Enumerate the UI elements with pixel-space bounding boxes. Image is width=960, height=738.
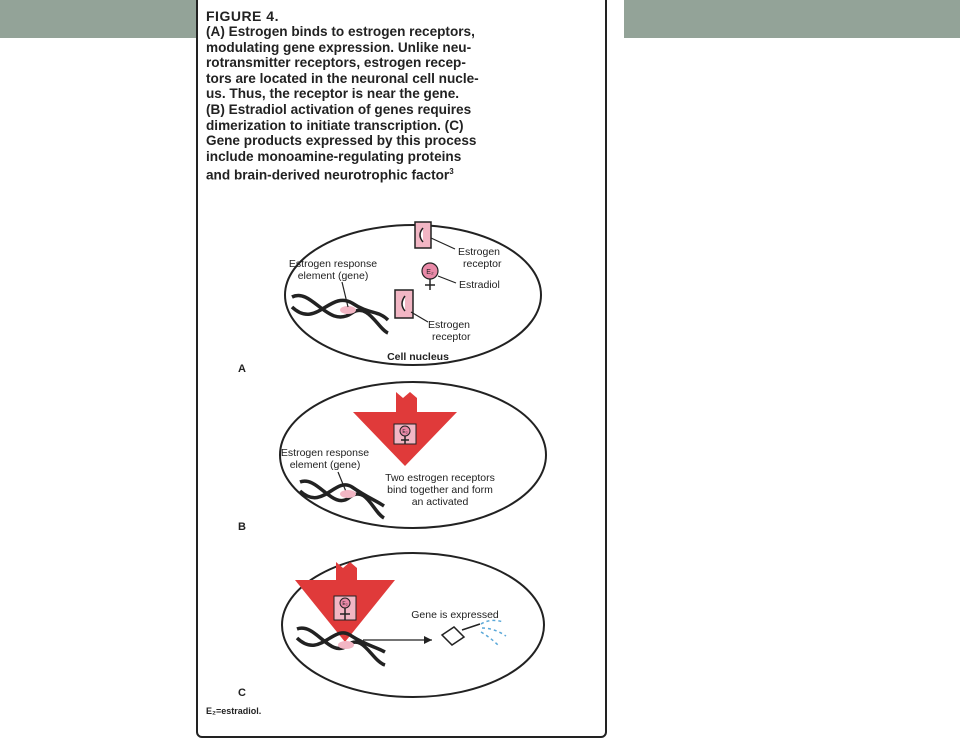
caption-line: tors are located in the neuronal cell nucle- xyxy=(206,70,479,86)
figure-title: FIGURE 4. xyxy=(206,8,279,24)
cell-nucleus-label: Cell nucleus xyxy=(387,351,449,363)
panel-letter-b: B xyxy=(238,521,246,533)
receptor-top-label-line1: Estrogen xyxy=(458,246,501,258)
estrogen-diagram xyxy=(196,0,606,720)
e2-symbol-b: E₂ xyxy=(402,429,408,435)
header-bar-left xyxy=(0,0,196,38)
cell-nucleus-c xyxy=(282,553,544,697)
ere-label-b-line2: element (gene) xyxy=(289,459,361,471)
dna-helix-a xyxy=(292,295,388,333)
caption-line: Gene products expressed by this process xyxy=(206,133,477,149)
panel-c xyxy=(238,553,544,699)
caption-line: modulating gene expression. Unlike neu- xyxy=(206,39,472,55)
panel-b xyxy=(238,382,546,533)
caption-line: include monoamine-regulating proteins xyxy=(206,148,462,164)
caption-line: dimerization to initiate transcription. (C) xyxy=(206,117,464,133)
caption-line: (B) Estradiol activation of genes requires xyxy=(206,101,472,117)
panel-a xyxy=(238,222,541,375)
dimer-label-line2: bind together and form xyxy=(387,484,493,496)
caption-superscript: 3 xyxy=(449,167,454,177)
ere-label-a-line2: element (gene) xyxy=(297,270,369,282)
estrogen-response-element-b xyxy=(340,490,356,498)
estrogen-response-element-c xyxy=(338,641,354,649)
estradiol-icon xyxy=(422,263,438,290)
watering-can-icon xyxy=(442,624,480,645)
e2-symbol-c: E₂ xyxy=(342,601,348,607)
caption-line: rotransmitter receptors, estrogen recep- xyxy=(206,55,466,71)
panel-letter-c: C xyxy=(238,687,246,699)
caption-line-text: and brain-derived neurotrophic factor xyxy=(206,167,450,183)
estrogen-receptor-icon xyxy=(415,222,431,248)
dimer-label-line3: an activated xyxy=(411,496,469,508)
estradiol-label: Estradiol xyxy=(459,279,500,291)
panel-letter-a: A xyxy=(238,363,246,375)
arrow-head-icon xyxy=(424,636,432,644)
gene-expressed-label: Gene is expressed xyxy=(411,609,499,621)
ere-label-a-line1: Estrogen response xyxy=(288,258,378,270)
header-bar-right xyxy=(624,0,960,38)
dimer-label-line1: Two estrogen receptors xyxy=(385,472,495,484)
footnote: E₂=estradiol. xyxy=(206,706,262,716)
receptor-bottom-label-line2: receptor xyxy=(432,331,471,343)
caption-line: (A) Estrogen binds to estrogen receptors, xyxy=(206,24,475,39)
receptor-bottom-label-line1: Estrogen xyxy=(428,319,471,331)
water-spray-icon xyxy=(481,620,506,646)
estrogen-receptor-icon xyxy=(395,290,413,318)
estrogen-response-element-a xyxy=(340,306,356,314)
dna-helix-b xyxy=(300,481,384,518)
receptor-top-label-line2: receptor xyxy=(463,258,502,270)
caption-line: us. Thus, the receptor is near the gene. xyxy=(206,86,460,102)
e2-symbol-a: E₂ xyxy=(426,269,434,276)
ere-label-b-line1: Estrogen response xyxy=(280,447,370,459)
